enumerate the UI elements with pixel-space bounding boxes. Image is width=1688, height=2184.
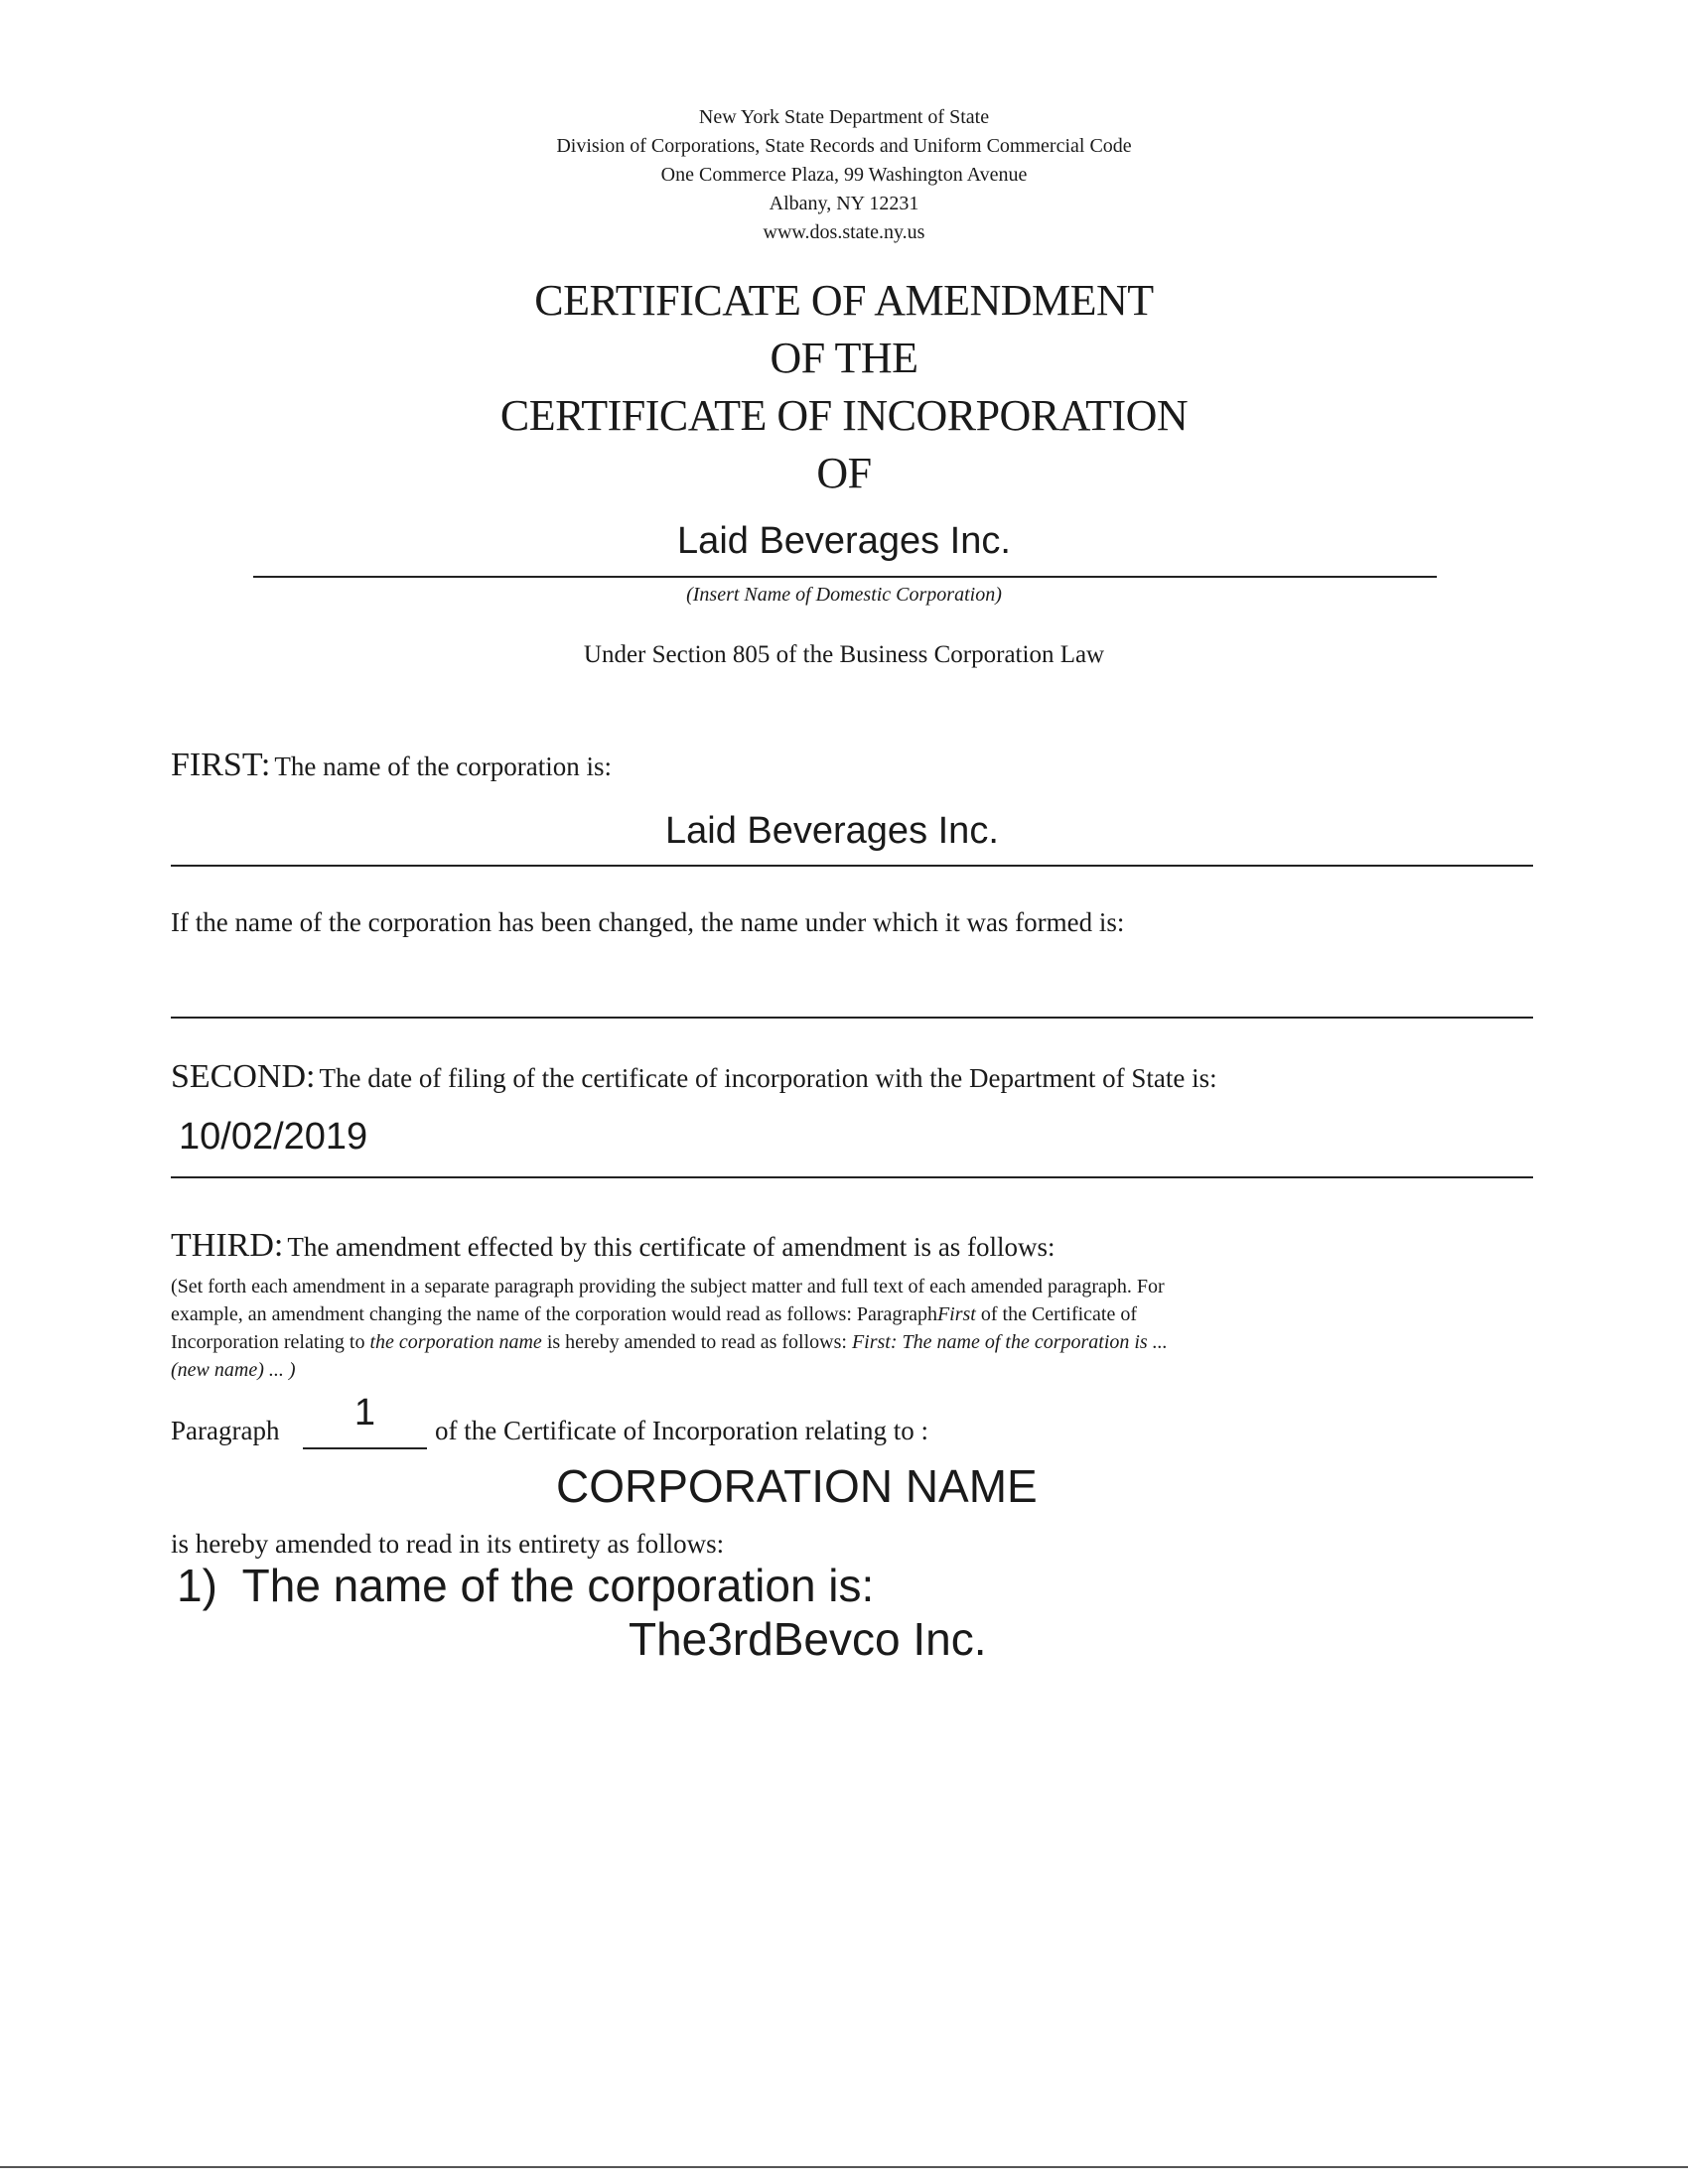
amendment-line-1: 1) The name of the corporation is: — [177, 1560, 875, 1611]
corporation-name-underline — [253, 576, 1437, 578]
amended-text: is hereby amended to read in its entirety as follows: — [171, 1529, 725, 1559]
header-line-5: www.dos.state.ny.us — [763, 221, 925, 243]
instruction-line-3 — [171, 1328, 1541, 1356]
third-instructions — [171, 1273, 1541, 1384]
second-text: The date of filing of the certificate of incorporation with the Department of State is: — [319, 1063, 1217, 1093]
amendment-line-2: The3rdBevco Inc. — [629, 1613, 987, 1665]
former-name-input[interactable] — [171, 963, 1533, 1013]
instruction-line-1: (Set forth each amendment in a separate paragraph providing the subject matter and full text of each amended paragraph. For — [171, 1276, 1165, 1297]
document-title — [0, 272, 1688, 502]
header-line-3: One Commerce Plaza, 99 Washington Avenue — [660, 164, 1028, 186]
paragraph-number-input[interactable]: 1 — [353, 1392, 376, 1433]
corporation-name-field[interactable]: Laid Beverages Inc. — [677, 520, 1011, 562]
instruction-3c: is hereby amended to read as follows: — [541, 1331, 852, 1353]
header-line-2: Division of Corporations, State Records and Uniform Commercial Code — [556, 135, 1132, 157]
third-text: The amendment effected by this certificate of amendment is as follows: — [287, 1232, 1055, 1262]
second-underline — [171, 1176, 1533, 1178]
filing-date-input[interactable]: 10/02/2019 — [179, 1116, 368, 1158]
agency-header — [0, 103, 1688, 247]
amendment-text-area[interactable] — [177, 1559, 1527, 1666]
first-text: The name of the corporation is: — [274, 751, 612, 781]
section-reference: Under Section 805 of the Business Corporation Law — [583, 641, 1105, 668]
name-changed-text: If the name of the corporation has been changed, the name under which it was formed is: — [171, 907, 1125, 937]
instruction-line-4 — [171, 1356, 1541, 1384]
third-heading — [171, 1227, 1055, 1265]
amendment-subject-input[interactable]: CORPORATION NAME — [556, 1460, 1038, 1512]
instruction-3d: First: The name of the corporation is ... — [851, 1331, 1168, 1353]
title-line-2: OF THE — [770, 334, 918, 382]
second-label: SECOND: — [171, 1058, 316, 1095]
second-heading — [171, 1058, 1217, 1096]
relating-text: of the Certificate of Incorporation relating to : — [435, 1416, 929, 1445]
header-line-1: New York State Department of State — [698, 106, 990, 128]
instruction-2c: of the Certificate of — [975, 1303, 1138, 1325]
instruction-line-2 — [171, 1300, 1541, 1328]
corporation-name-input[interactable]: Laid Beverages Inc. — [665, 810, 999, 852]
instruction-2b: First — [936, 1303, 976, 1325]
first-underline — [171, 865, 1533, 867]
page-bottom-edge — [0, 2166, 1688, 2168]
first-heading — [171, 747, 612, 784]
paragraph-number-underline — [303, 1447, 427, 1449]
instruction-4: (new name) ... ) — [171, 1359, 296, 1381]
first-label: FIRST: — [171, 747, 271, 783]
title-line-4: OF — [816, 449, 872, 497]
paragraph-label: Paragraph — [171, 1416, 280, 1445]
header-line-4: Albany, NY 12231 — [769, 193, 919, 214]
instruction-3b: the corporation name — [369, 1331, 542, 1353]
third-label: THIRD: — [171, 1227, 284, 1264]
instruction-2a: example, an amendment changing the name of the corporation would read as follows: Paragraph — [171, 1303, 937, 1325]
former-name-underline — [171, 1017, 1533, 1019]
title-line-3: CERTIFICATE OF INCORPORATION — [499, 391, 1189, 440]
insert-name-note: (Insert Name of Domestic Corporation) — [686, 584, 1002, 606]
instruction-3a: Incorporation relating to — [171, 1331, 370, 1353]
title-line-1: CERTIFICATE OF AMENDMENT — [534, 276, 1154, 325]
